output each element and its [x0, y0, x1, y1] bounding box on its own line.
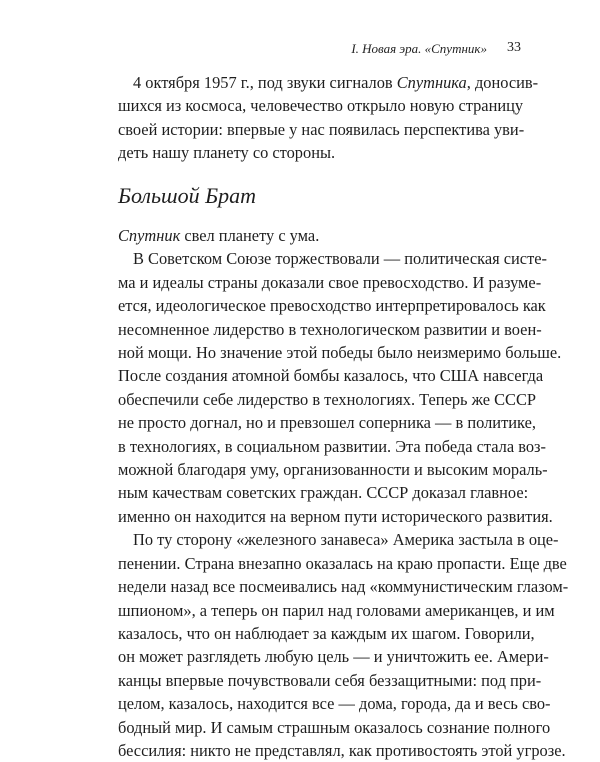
p2-line: несомненное лидерство в технологическом развитии и воен- [118, 319, 542, 339]
p2-line: не просто догнал, но и превзошел соперника — в политике, [118, 413, 536, 433]
intro-line-text: 4 октября 1957 г., под звуки сигналов [133, 73, 397, 92]
p2-line: именно он находится на верном пути исторического развития. [118, 506, 553, 526]
intro-line: шихся из космоса, человечество открыло новую страницу [118, 96, 524, 116]
body-text [118, 224, 569, 762]
p2-line: ется, идеологическое превосходство интерпретировалось как [118, 296, 546, 316]
section-heading: Большой Брат [118, 183, 257, 208]
paragraph-2 [118, 247, 562, 528]
intro-line-italic: Спутника [396, 73, 467, 92]
p2-line: ма и идеалы страны доказали свое превосходство. И разуме- [118, 272, 542, 292]
p3-line: казалось, что он наблюдает за каждым их шагом. Говорили, [118, 623, 535, 643]
page-number: 33 [507, 40, 521, 55]
paragraph-3 [118, 528, 569, 762]
intro-line-text-end: , доносив- [466, 73, 539, 92]
intro-line: деть нашу планету со стороны. [118, 143, 336, 163]
paragraph-1-line [118, 224, 521, 247]
p3-line: он может разглядеть любую цель — и уничтожить ее. Амери- [118, 647, 549, 667]
p3-line: недели назад все посмеивались над «коммунистическим глазом- [118, 577, 569, 597]
p2-line: После создания атомной бомбы казалось, что США навсегда [118, 366, 544, 386]
line-text: свел планету с ума. [180, 226, 320, 245]
intro-line: своей истории: впервые у нас появилась перспектива уви- [118, 119, 525, 139]
p2-line: в технологиях, в социальном развитии. Эта победа стала воз- [118, 436, 546, 456]
p3-line: бодный мир. И самым страшным оказалось сознание полного [118, 717, 551, 737]
p2-line: В Советском Союзе торжествовали — политическая систе- [133, 249, 547, 269]
p2-line: обеспечили себе лидерство в технологиях. Теперь же СССР [118, 389, 537, 409]
p3-line: пенении. Страна внезапно оказалась на краю пропасти. Еще две [118, 553, 567, 573]
p2-line: ным качествам советских граждан. СССР доказал главное: [118, 483, 529, 503]
running-head: I. Новая эра. «Спутник» [351, 41, 487, 56]
p3-line: канцы впервые почувствовали себя беззащитными: под при- [118, 670, 542, 690]
italic-word: Спутник [118, 226, 181, 245]
p3-line: бессилия: никто не представлял, как противостоять этой угрозе. [118, 740, 566, 760]
p2-line: можной благодаря уму, организованности и высоким мораль- [118, 460, 548, 480]
intro-paragraph [118, 71, 539, 165]
p2-line: ной мощи. Но значение этой победы было неизмеримо больше. [118, 343, 562, 363]
intro-line [118, 71, 539, 94]
p3-line: шпионом», а теперь он парил над головами американцев, и им [118, 600, 555, 620]
p3-line: По ту сторону «железного занавеса» Америка застыла в оце- [133, 530, 559, 550]
p3-line: целом, казалось, находится все — дома, города, да и весь сво- [118, 694, 551, 714]
